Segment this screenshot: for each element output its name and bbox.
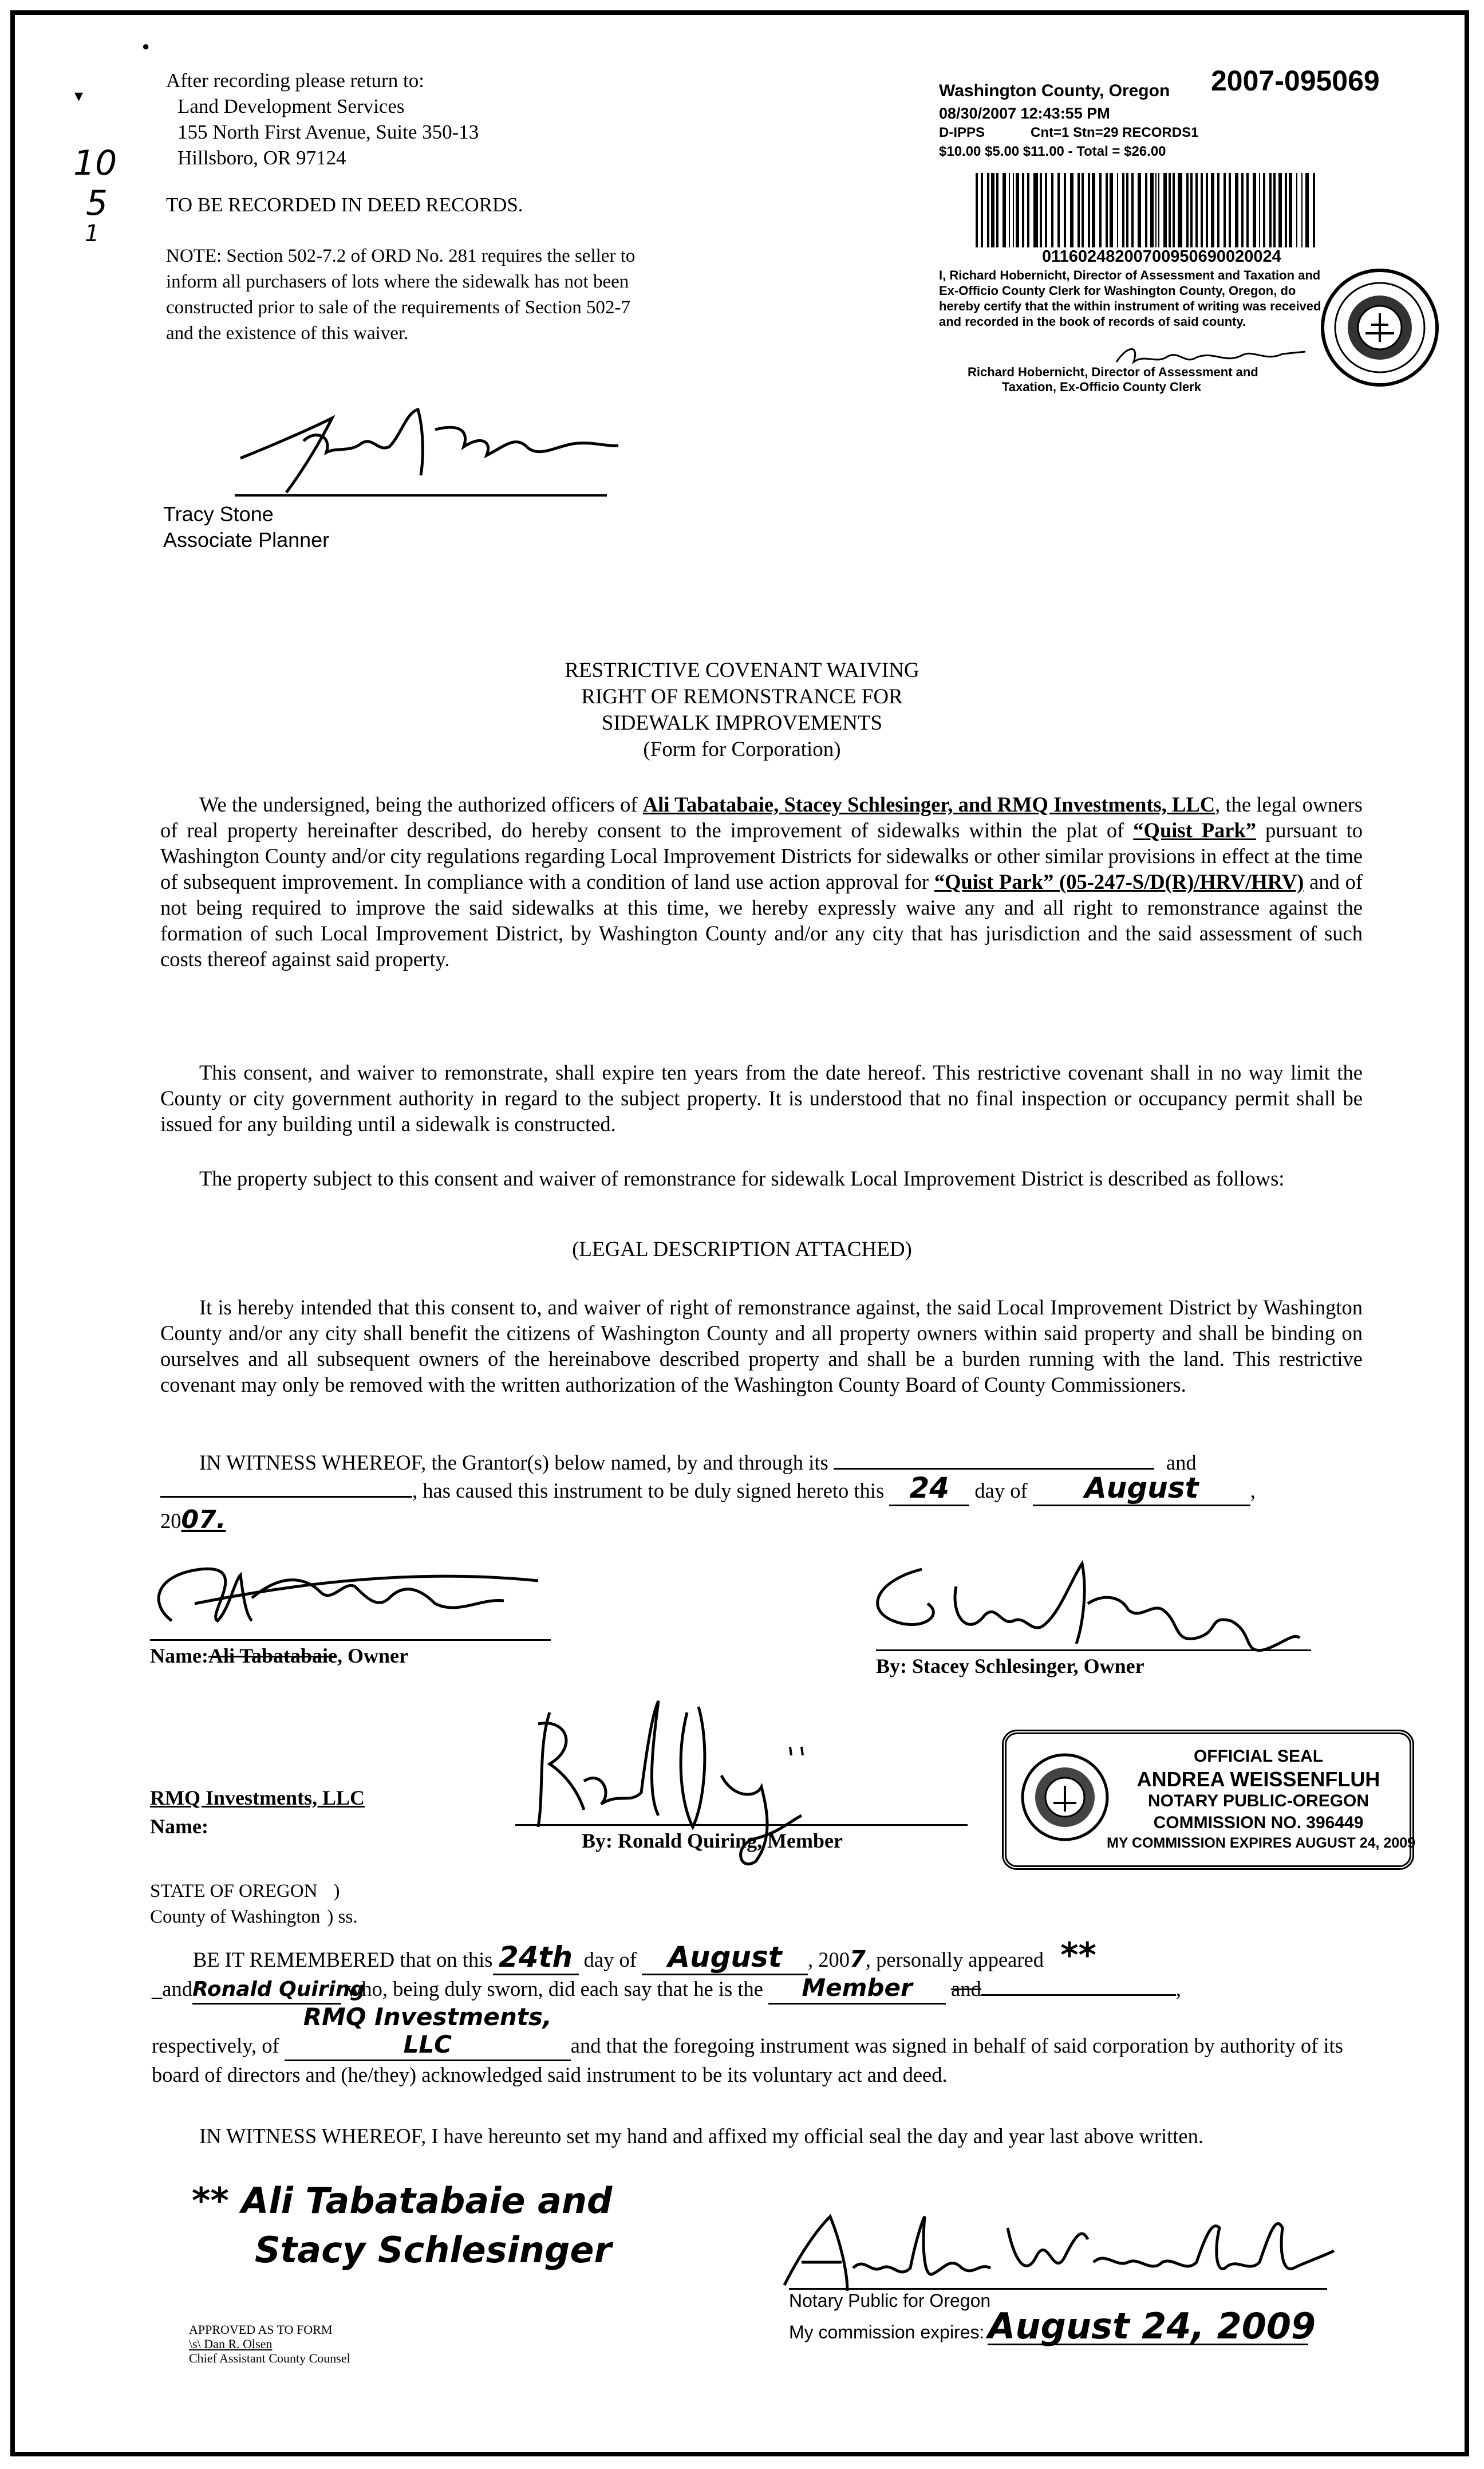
oregon-seal-icon [1019,1751,1111,1843]
barcode-bar [1155,173,1157,247]
ack-text-5: and [162,1977,192,2001]
barcode-bar [1117,173,1118,247]
witness-text-1: IN WITNESS WHEREOF, the Grantor(s) below named, by and through its [199,1451,828,1474]
planner-signature [218,378,630,510]
barcode [973,173,1317,247]
return-address [166,68,681,171]
venue-state: STATE OF OREGON [150,1881,318,1901]
owners-names: Ali Tabatabaie, Stacey Schlesinger, and RMQ Investments, LLC [642,793,1215,816]
owner1-role: , Owner [337,1644,409,1667]
p1-text-2: , the legal owners of real property hereinafter described, do hereby consent to the improvement of sidewalks within the plat of [160,793,1363,842]
barcode-bar [1190,173,1193,247]
barcode-bar [1263,173,1265,247]
seal-line-2: ANDREA WEISSENFLUH [1136,1767,1380,1791]
grantor-officer-blank[interactable] [834,1452,1154,1470]
barcode-bar [976,173,978,247]
return-line-1: Land Development Services [177,95,405,117]
return-line-3: Hillsboro, OR 97124 [177,147,346,169]
ack-text-3: , 200 [808,1948,850,1971]
barcode-bar [1223,173,1226,247]
seal-line-5: MY COMMISSION EXPIRES AUGUST 24, 2009 [1107,1835,1416,1851]
witness-day-field[interactable] [889,1471,969,1506]
notary-label: Notary Public for Oregon [789,2290,991,2311]
plat-name: “Quist Park” [1133,818,1256,842]
stamp-datetime: 08/30/2007 12:43:55 PM [939,105,1110,122]
notary-expires-field[interactable] [988,2305,1316,2347]
document-number: 2007-095069 [1211,65,1380,97]
ack-text-6: who, being duly sworn, did each say that he is the [346,1977,763,2001]
return-line-2: 155 North First Avenue, Suite 350-13 [177,121,479,143]
p1-text-3: pursuant to Washington County and/or city regulations regarding Local Improvement Districts for sidewalks or other similar provisions in effect at the time of subsequent improvement. In compliance with a condition of land use action approval for [160,818,1363,893]
casefile-number: “Quist Park” (05-247-S/D(R)/HRV/HRV) [934,870,1304,893]
barcode-bar [1195,173,1198,247]
barcode-bar [1122,173,1124,247]
barcode-bar [1217,173,1219,247]
barcode-bar [1235,173,1238,247]
ack-name-hand: Ronald Quiring [192,1978,365,2001]
witness-text-2: , has caused this instrument to be duly signed hereto this [412,1479,885,1502]
title-line-2: RIGHT OF REMONSTRANCE FOR [581,685,903,708]
ack-text-4: , personally appeared [865,1948,1044,1971]
owner1-label [150,1644,408,1668]
barcode-bar [1092,173,1095,247]
ack-name-field[interactable] [192,1975,365,2005]
barcode-bar [1057,173,1060,247]
barcode-bar [1051,173,1053,247]
barcode-bar [1278,173,1282,247]
notary-expires-hand: August 24, 2009 [988,2305,1316,2347]
ack-text-9: and that the foregoing instrument was signed in behalf of said corporation by authority of its board of directors and (he/they) acknowledged said instrument to be its voluntary act and deed. [152,2034,1343,2086]
notary-seal [1002,1730,1414,1870]
barcode-bar [1126,173,1128,247]
barcode-bar [1131,173,1134,247]
barcode-bar [1259,173,1260,247]
approved-as-to-form [189,2322,350,2365]
witness-year-hand: 07. [181,1505,226,1534]
approved-line-1: APPROVED AS TO FORM [189,2322,333,2337]
p1-text-1: We the undersigned, being the authorized officers of [199,793,643,816]
barcode-bar [1070,173,1073,247]
barcode-bar [1178,173,1182,247]
barcode-bar [1064,173,1066,247]
title-line-4: (Form for Corporation) [643,738,841,761]
witness-and: and [1166,1451,1197,1474]
ack-stars: ** [1060,1935,1096,1975]
clerk-name [968,365,1258,395]
barcode-bar [1013,173,1014,247]
venue-ss: ) ss. [327,1907,358,1927]
barcode-bar [1305,173,1309,247]
barcode-bar [1027,173,1029,247]
barcode-bar [981,173,983,247]
handwritten-note [192,2176,612,2275]
grantor-title-blank[interactable] [160,1480,412,1498]
barcode-bar [1313,173,1315,247]
barcode-bar [1211,173,1214,247]
barcode-bar [1138,173,1141,247]
title-line-1: RESTRICTIVE COVENANT WAIVING [565,659,919,682]
stray-dot: ● [142,39,150,53]
barcode-bar [1033,173,1038,247]
ack-day-hand: 24th [498,1940,573,1974]
stray-mark: ▾ [74,86,84,105]
barcode-bar [1173,173,1175,247]
barcode-bar [1289,173,1292,247]
planner-block [163,501,329,553]
ack-title-hand: Member [802,1974,913,2002]
notary-signature [761,2194,1351,2302]
handwritten-note-line-1: ** Ali Tabatabaie and [192,2180,613,2222]
barcode-bar [991,173,994,247]
barcode-bar [1003,173,1006,247]
ack-second-title-blank[interactable] [981,1978,1176,1996]
venue-block: STATE OF OREGON ) County of Washington ) ss. [150,1881,358,1927]
legal-description: (LEGAL DESCRIPTION ATTACHED) [572,1238,912,1261]
barcode-bar [1269,173,1272,247]
title-line-3: SIDEWALK IMPROVEMENTS [601,711,883,735]
approved-line-2: \s\ Dan R. Olsen [189,2337,273,2351]
barcode-bar [987,173,989,247]
ack-company-field[interactable] [285,2005,571,2061]
barcode-bar [1150,173,1154,247]
clerk-name-line-1: Richard Hobernicht, Director of Assessment and [968,365,1258,379]
county-seal [1320,267,1440,388]
barcode-bar [1273,173,1276,247]
seal-line-4: COMMISSION NO. 396449 [1153,1813,1364,1832]
ack-title-field[interactable] [768,1975,946,2005]
barcode-bar [1285,173,1287,247]
member-signature-line [515,1824,968,1826]
stamp-codes: D-IPPS Cnt=1 Stn=29 RECORDS1 [939,125,1199,140]
document-title [0,657,1484,763]
barcode-bar [1099,173,1102,247]
ack-text-1: BE IT REMEMBERED that on this [193,1948,493,1971]
barcode-bar [1253,173,1256,247]
barcode-bar [1229,173,1231,247]
company-name: RMQ Investments, LLC [150,1786,365,1809]
stamp-county: Washington County, Oregon [939,81,1170,100]
p1-text-4: and of not being required to improve the said sidewalks at this time, we hereby expressly waive any and all right to remonstrance against the formation of such Local Improvement District, by Washington County and/or any city that has jurisdiction and the said assessment of such costs thereof against said property. [160,870,1363,971]
margin-mark-3: 1 [85,220,100,247]
barcode-bar [1110,173,1113,247]
owner1-signature-line [150,1639,551,1641]
witness-notary-clause: IN WITNESS WHEREOF, I have hereunto set my hand and affixed my official seal the day and year last above written. [199,2124,1203,2148]
acknowledgment: BE IT REMEMBERED that on this 24th day of August , 2007, personally appeared ** _andRonald Quiring who, being duly sworn, did each say that he is the Member and , respectively, of RMQ Investments, LLC and that the foregoing instrument was signed in behalf of said corporation by authority of its board of directors and (he/they) acknowledged said instrument to be its voluntary act and deed. [152,1935,1343,2086]
barcode-bar [996,173,998,247]
barcode-bar [1246,173,1249,247]
barcode-bar [1206,173,1208,247]
approved-line-3: Chief Assistant County Counsel [189,2351,350,2365]
barcode-bar [1186,173,1189,247]
barcode-bar [1169,173,1171,247]
barcode-bar [1201,173,1203,247]
clerk-name-line-2: Taxation, Ex-Officio County Clerk [1002,380,1201,394]
clerk-certification: I, Richard Hobernicht, Director of Assessment and Taxation and Ex-Officio County Clerk for Washington County, Oregon, do hereby certify that the within instrument of writing was received and recorded in the book of records of said county. [939,268,1321,329]
paragraph-intent: It is hereby intended that this consent to, and waiver of right of remonstrance against, the said Local Improvement District by Washington County and/or any city shall benefit the citizens of Washington County and all property owners within said property and shall be binding on ourselves and all subsequent owners of the hereinabove described property and shall be a burden running with the land. This restrictive covenant may only be removed with the written authorization of the Washington County Board of County Commissioners. [160,1295,1363,1396]
owner2-signature-line [876,1649,1311,1651]
barcode-bar [1163,173,1167,247]
witness-day-of: day of [974,1479,1028,1502]
planner-title: Associate Planner [163,528,330,552]
paragraph-property: The property subject to this consent and waiver of remonstrance for sidewalk Local Improvement District is described as follows: [199,1167,1285,1190]
stamp-fees: $10.00 $5.00 $11.00 - Total = $26.00 [939,144,1166,159]
margin-mark-1: 10 [73,143,117,183]
witness-month-field[interactable] [1033,1471,1250,1506]
ack-month-hand: August [668,1940,782,1974]
notary-expires-label: My commission expires: [789,2322,985,2342]
barcode-bar [1045,173,1047,247]
barcode-bar [1009,173,1010,247]
ack-year-hand: 7 [850,1946,866,1972]
barcode-bar [1022,173,1024,247]
paragraph-consent [160,792,1363,972]
barcode-bar [1078,173,1080,247]
ack-month-field[interactable] [642,1940,808,1975]
owner1-name-label: Name: [150,1644,208,1667]
witness-month-hand: August [1084,1471,1199,1505]
notary-block [789,2289,1316,2347]
witness-day-hand: 24 [909,1471,950,1505]
barcode-bar [1016,173,1019,247]
barcode-bar [1296,173,1297,247]
witness-clause: IN WITNESS WHEREOF, the Grantor(s) below named, by and through its and , has caused this instrument to be duly signed hereto this 24 day of August , 2007. [160,1451,1256,1534]
barcode-bar [1040,173,1042,247]
ack-company-hand: RMQ Investments, LLC [303,2003,552,2058]
owner2-label: By: Stacey Schlesinger, Owner [876,1655,1144,1677]
ack-text-2: day of [583,1948,637,1971]
handwritten-note-line-2: Stacy Schlesinger [255,2229,612,2271]
seal-line-1: OFFICIAL SEAL [1193,1747,1324,1766]
member-signature [515,1678,870,1884]
member-label: By: Ronald Quiring, Member [582,1829,843,1852]
seller-note: NOTE: Section 502-7.2 of ORD No. 281 requires the seller to inform all purchasers of lots where the sidewalk has not been constructed prior to sale of the requirements of Section 502-7 and the existence of this waiver. [166,246,636,344]
witness-year-prefix: 20 [160,1509,181,1533]
barcode-bar [1082,173,1084,247]
barcode-number: 01160248200700950690020024 [1042,247,1281,266]
deed-records-notice: TO BE RECORDED IN DEED RECORDS. [166,194,523,216]
barcode-bar [1241,173,1244,247]
owner1-signature [137,1546,561,1649]
return-heading: After recording please return to: [166,69,424,92]
barcode-bar [1145,173,1147,247]
company-name-label: Name: [150,1815,208,1838]
paragraph-expiration: This consent, and waiver to remonstrate, shall expire ten years from the date hereof. This restrictive covenant shall in no way limit the County or city government authority in regard to the subject property. It is understood that no final inspection or occupancy permit shall be issued for any building until a sidewalk is constructed. [160,1061,1363,1136]
recording-stamp [939,64,1454,394]
owner1-name: Ali Tabatabaie [208,1644,338,1667]
planner-name: Tracy Stone [163,502,274,526]
ack-day-field[interactable] [493,1940,579,1975]
barcode-bar [1088,173,1090,247]
barcode-bar [1158,173,1159,247]
margin-mark-2: 5 [86,183,108,223]
barcode-bar [1301,173,1303,247]
venue-county: County of Washington [150,1907,321,1927]
ack-text-7: and [951,1977,981,2001]
ack-text-8: respectively, of [152,2034,279,2057]
seal-line-3: NOTARY PUBLIC-OREGON [1147,1791,1369,1810]
barcode-bar [1106,173,1108,247]
